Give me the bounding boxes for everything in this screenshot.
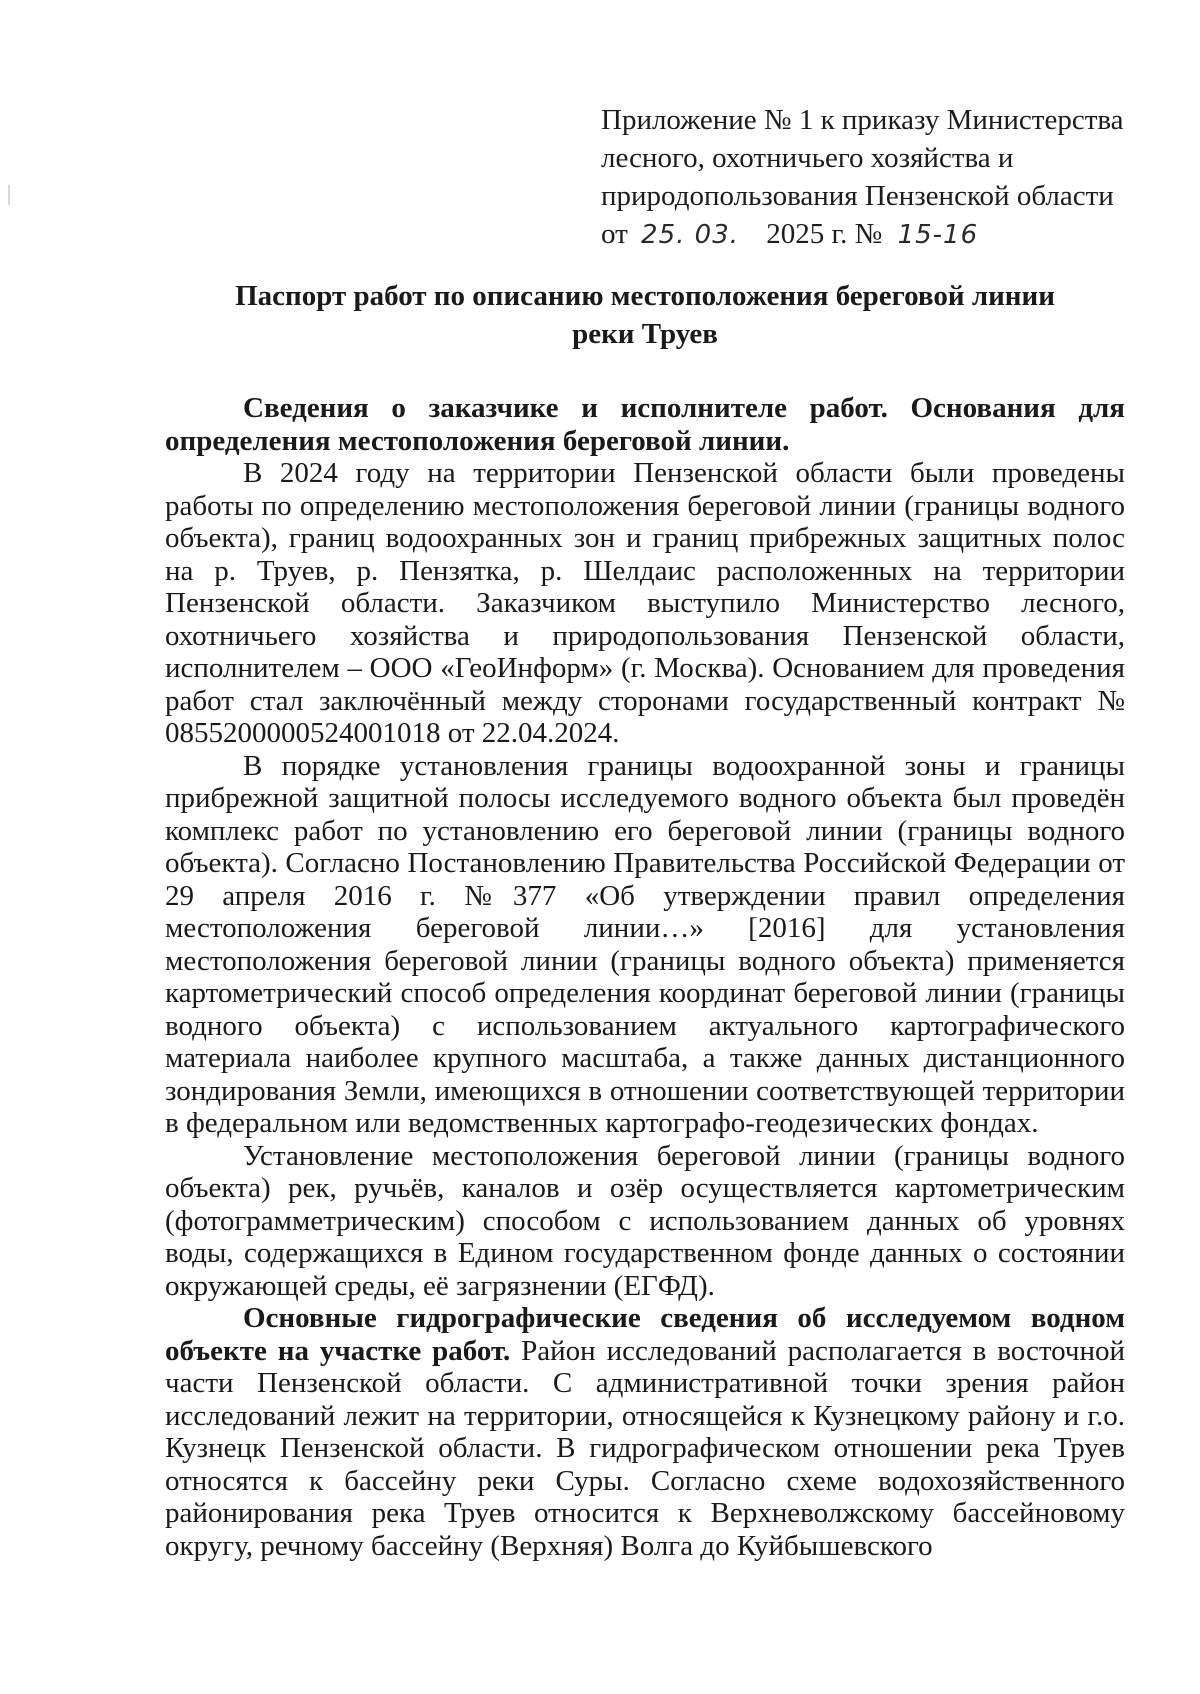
attachment-line-3: природопользования Пензенской области bbox=[601, 180, 1114, 212]
document-body bbox=[165, 392, 1125, 1562]
section-heading-customer bbox=[165, 392, 1125, 457]
order-year-number-label: 2025 г. № bbox=[766, 218, 883, 250]
paragraph-2: В порядке установления границы водоохранной зоны и границы прибрежной защитной полосы исследуемого водного объекта был проведён комплекс работ по установлению его береговой линии (границы водного объекта). Согласно Постановлению Правительства Российской Федерации от 29 апреля 2016 г. №377 «Об утверждении правил определения местоположения береговой линии…» [2016] для установления местоположения береговой линии (границы водного объекта) применяется картометрический способ определения координат береговой линии (границы водного объекта) с использованием актуального картографического материала наиболее крупного масштаба, а также данных дистанционного зондирования Земли, имеющихся в отношении соответствующей территории в федеральном или ведомственных картографо-геодезических фондах. bbox=[165, 749, 1125, 1139]
attachment-line-1: Приложение № 1 к приказу Министерства bbox=[601, 104, 1124, 136]
title-line-2: реки Труев bbox=[572, 318, 718, 350]
hydro-body-text: Район исследований располагается в восточной части Пензенской области. С административной точки зрения район исследований лежит на территории, относящейся к Кузнецкому району и г.о. Кузнецк Пензенской области. В гидрографическом отношении река Труев относятся к бассейну реки Суры. Согласно схеме водохозяйственного районирования река Труев относится к Верхневолжскому бассейновому округу, речному бассейну (Верхняя) Волга до Куйбышевского bbox=[165, 1334, 1125, 1562]
customer-heading-text: Сведения о заказчике и исполнителе работ. Основания для определения местоположения береговой линии. bbox=[165, 392, 1125, 457]
attachment-line-2: лесного, охотничьего хозяйства и bbox=[601, 142, 1014, 174]
paragraph-hydro bbox=[165, 1302, 1125, 1562]
document-title bbox=[165, 277, 1125, 353]
date-prefix: от bbox=[601, 218, 628, 250]
paragraph-3: Установление местоположения береговой линии (границы водного объекта) рек, ручьёв, каналов и озёр осуществляется картометрическим (фотограмметрическим) способом с использованием данных об уровнях воды, содержащихся в Едином государственном фонде данных о состоянии окружающей среды, её загрязнении (ЕГФД). bbox=[165, 1139, 1125, 1302]
handwritten-order-number: 15-16 bbox=[897, 220, 979, 250]
attachment-note bbox=[601, 101, 1124, 254]
paragraph-1: В 2024 году на территории Пензенской области были проведены работы по определению местоположения береговой линии (границы водного объекта), границ водоохранных зон и границ прибрежных защитных полос на р. Труев, р. Пензятка, р. Шелдаис расположенных на территории Пензенской области. Заказчиком выступило Министерство лесного, охотничьего хозяйства и природопользования Пензенской области, исполнителем – ООО «ГеоИнформ» (г. Москва). Основанием для проведения работ стал заключённый между сторонами государственный контракт № 0855200000524001018 от 22.04.2024. bbox=[165, 457, 1125, 749]
attachment-line-4 bbox=[601, 215, 1121, 254]
scan-artifact bbox=[8, 185, 10, 205]
handwritten-date: 25. 03. bbox=[641, 220, 740, 250]
title-line-1: Паспорт работ по описанию местоположения береговой линии bbox=[235, 280, 1055, 312]
hydro-heading-text: Основные гидрографические сведения об исследуемом водном объекте на участке работ. bbox=[165, 1302, 1125, 1367]
